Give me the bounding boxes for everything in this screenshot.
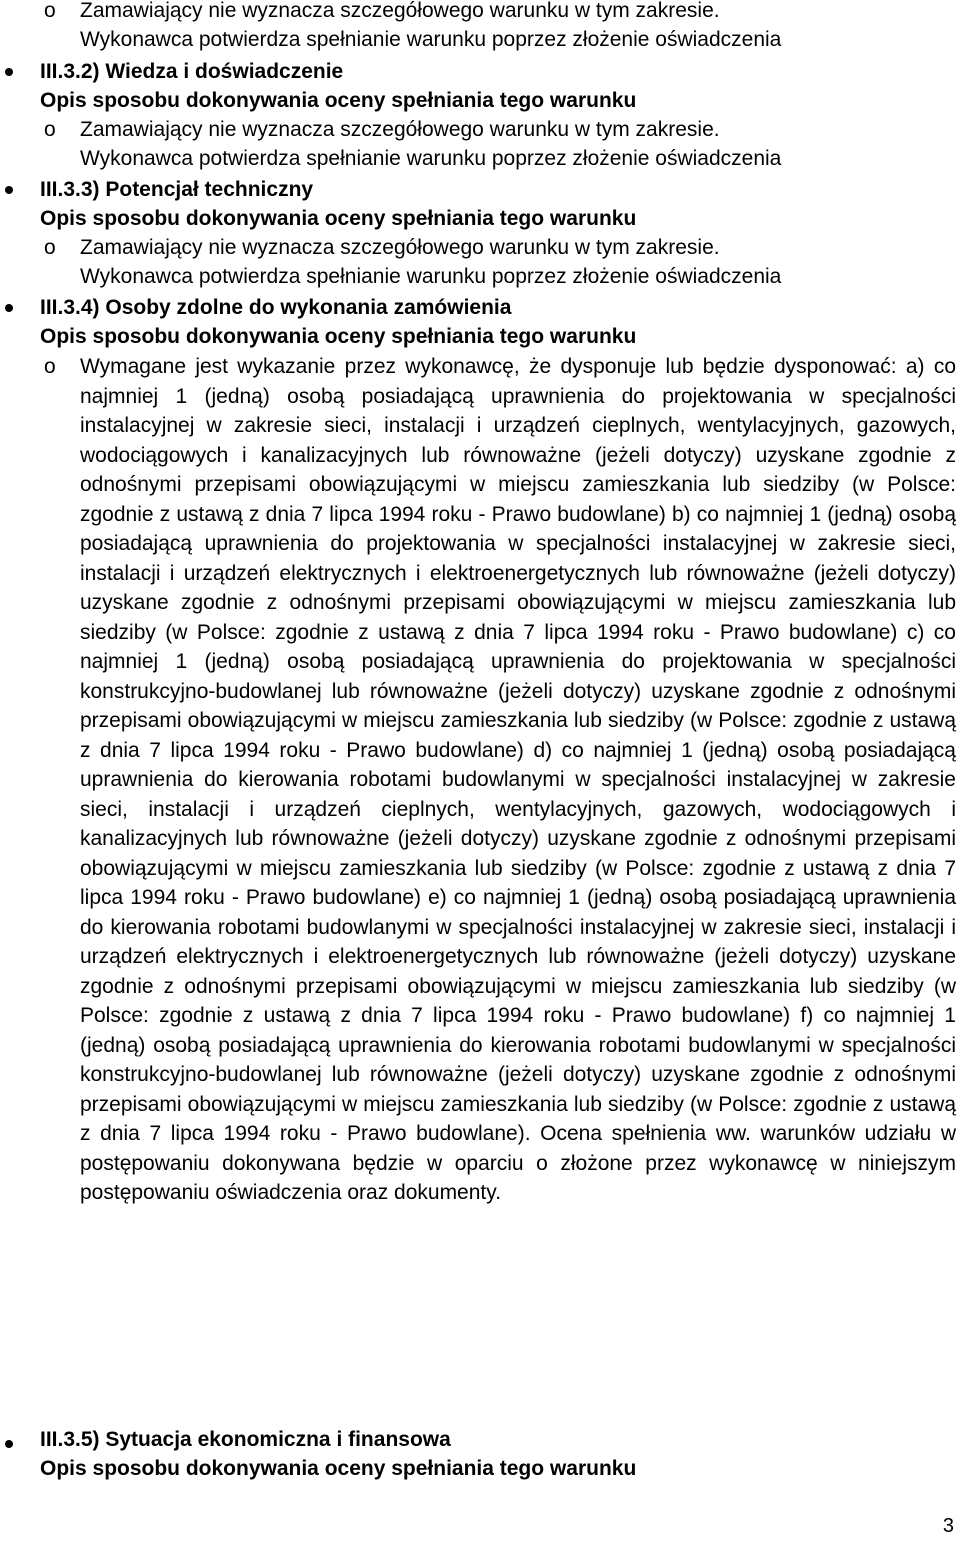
item-marker: o <box>44 236 56 259</box>
section-3-3-line2: Wykonawca potwierdza spełnianie warunku poprzez złożenie oświadczenia <box>80 265 782 288</box>
section-subheading-3-2: Opis sposobu dokonywania oceny spełniania tego warunku <box>40 89 637 112</box>
section-heading-3-4: III.3.4) Osoby zdolne do wykonania zamówienia <box>40 296 512 319</box>
section-heading-3-2: III.3.2) Wiedza i doświadczenie <box>40 60 344 83</box>
section-subheading-3-5: Opis sposobu dokonywania oceny spełniania tego warunku <box>40 1457 637 1480</box>
page-number: 3 <box>942 1515 954 1537</box>
section-3-3-line1: Zamawiający nie wyznacza szczegółowego warunku w tym zakresie. <box>80 236 720 259</box>
bullet-icon <box>5 1440 13 1448</box>
top-item-line2: Wykonawca potwierdza spełnianie warunku poprzez złożenie oświadczenia <box>80 28 782 51</box>
top-item-line1: Zamawiający nie wyznacza szczegółowego warunku w tym zakresie. <box>80 0 720 22</box>
item-marker: o <box>44 355 56 378</box>
section-subheading-3-3: Opis sposobu dokonywania oceny spełniania tego warunku <box>40 207 637 230</box>
bullet-icon <box>5 186 13 194</box>
section-3-2-line1: Zamawiający nie wyznacza szczegółowego warunku w tym zakresie. <box>80 118 720 141</box>
section-3-4-body: Wymagane jest wykazanie przez wykonawcę, że dysponuje lub będzie dysponować: a) co najmniej 1 (jedną) osobą posiadającą uprawnienia do projektowania w specjalności instalacyjnej w zakresie sieci, instalacji i urządzeń cieplnych, wentylacyjnych, gazowych, wodociągowych i kanalizacyjnych lub równoważne (jeżeli dotyczy) uzyskane zgodnie z odnośnymi przepisami obowiązującymi w miejscu zamieszkania lub siedziby (w Polsce: zgodnie z ustawą z dnia 7 lipca 1994 roku - Prawo budowlane) b) co najmniej 1 (jedną) osobą posiadającą uprawnienia do projektowania w specjalności instalacyjnej w zakresie sieci, instalacji i urządzeń elektrycznych i elektroenergetycznych lub równoważne (jeżeli dotyczy) uzyskane zgodnie z odnośnymi przepisami obowiązującymi w miejscu zamieszkania lub siedziby (w Polsce: zgodnie z ustawą z dnia 7 lipca 1994 roku - Prawo budowlane) c) co najmniej 1 (jedną) osobą posiadającą uprawnienia do projektowania w specjalności konstrukcyjno-budowlanej lub równoważne (jeżeli dotyczy) uzyskane zgodnie z odnośnymi przepisami obowiązującymi w miejscu zamieszkania lub siedziby (w Polsce: zgodnie z ustawą z dnia 7 lipca 1994 roku - Prawo budowlane) d) co najmniej 1 (jedną) osobą posiadającą uprawnienia do kierowania robotami budowlanymi w specjalności instalacyjnej w zakresie sieci, instalacji i urządzeń cieplnych, wentylacyjnych, gazowych, wodociągowych i kanalizacyjnych lub równoważne (jeżeli dotyczy) uzyskane zgodnie z odnośnymi przepisami obowiązującymi w miejscu zamieszkania lub siedziby (w Polsce: zgodnie z ustawą z dnia 7 lipca 1994 roku - Prawo budowlane) e) co najmniej 1 (jedną) osobą posiadającą uprawnienia do kierowania robotami budowlanymi w specjalności instalacyjnej w zakresie sieci, instalacji i urządzeń elektrycznych i elektroenergetycznych lub równoważne (jeżeli dotyczy) uzyskane zgodnie z odnośnymi przepisami obowiązującymi w miejscu zamieszkania lub siedziby (w Polsce: zgodnie z ustawą z dnia 7 lipca 1994 roku - Prawo budowlane) f) co najmniej 1 (jedną) osobą posiadającą uprawnienia do kierowania robotami budowlanymi w specjalności konstrukcyjno-budowlanej lub równoważne (jeżeli dotyczy) uzyskane zgodnie z odnośnymi przepisami obowiązującymi w miejscu zamieszkania lub siedziby (w Polsce: zgodnie z ustawą z dnia 7 lipca 1994 roku - Prawo budowlane). Ocena spełnienia ww. warunków udziału w postępowaniu dokonywana będzie w oparciu o złożone przez wykonawcę w niniejszym postępowaniu oświadczenia oraz dokumenty. <box>80 355 956 1204</box>
bullet-icon <box>5 68 13 76</box>
section-3-2-line2: Wykonawca potwierdza spełnianie warunku poprzez złożenie oświadczenia <box>80 147 782 170</box>
item-marker: o <box>44 118 56 141</box>
bullet-icon <box>5 304 13 312</box>
item-marker: o <box>44 0 56 22</box>
section-subheading-3-4: Opis sposobu dokonywania oceny spełniania tego warunku <box>40 325 637 348</box>
section-heading-3-3: III.3.3) Potencjał techniczny <box>40 178 314 201</box>
section-heading-3-5: III.3.5) Sytuacja ekonomiczna i finansowa <box>40 1428 451 1451</box>
